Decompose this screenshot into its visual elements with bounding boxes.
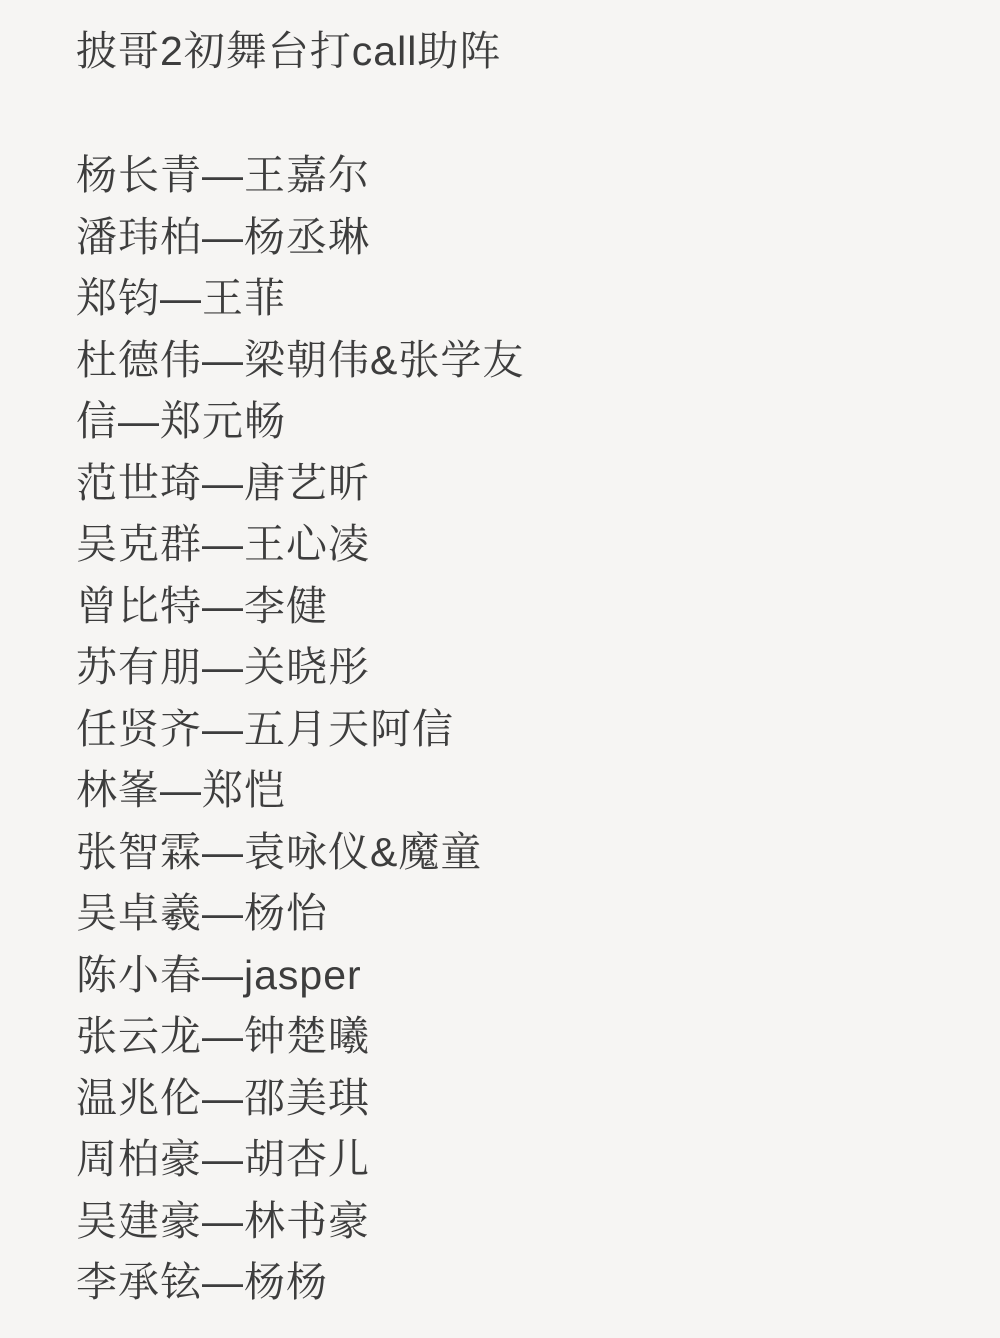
pairing-line: 任贤齐—五月天阿信 (76, 705, 454, 752)
pairing-line: 林峯—郑恺 (76, 767, 286, 813)
pairing-line: 苏有朋—关晓彤 (76, 644, 370, 690)
pairing-line: 吴克群—王心凌 (76, 521, 370, 567)
pairing-line: 陈小春—jasper (76, 951, 362, 998)
pairing-line: 郑钧—王菲 (76, 275, 286, 321)
pairing-line: 范世琦—唐艺昕 (76, 459, 370, 506)
pairing-line: 李承铉—杨杨 (76, 1259, 328, 1305)
pairing-line: 杨长青—王嘉尔 (76, 152, 370, 198)
pairing-list (76, 145, 960, 1314)
pairing-line: 曾比特—李健 (76, 582, 328, 629)
pairing-line: 温兆伦—邵美琪 (76, 1074, 370, 1121)
pairing-line: 吴建豪—林书豪 (76, 1197, 370, 1244)
pairing-line: 潘玮柏—杨丞琳 (76, 213, 370, 260)
pairing-line: 周柏豪—胡杏儿 (76, 1136, 370, 1182)
pairing-line: 张云龙—钟楚曦 (76, 1013, 370, 1059)
pairing-line: 张智霖—袁咏仪&魔童 (76, 828, 483, 875)
pairing-line: 杜德伟—梁朝伟&张学友 (76, 336, 525, 383)
pairing-line: 信—郑元畅 (76, 398, 286, 444)
pairing-line: 吴卓羲—杨怡 (76, 890, 328, 936)
page-title: 披哥2初舞台打call助阵 (76, 28, 502, 74)
